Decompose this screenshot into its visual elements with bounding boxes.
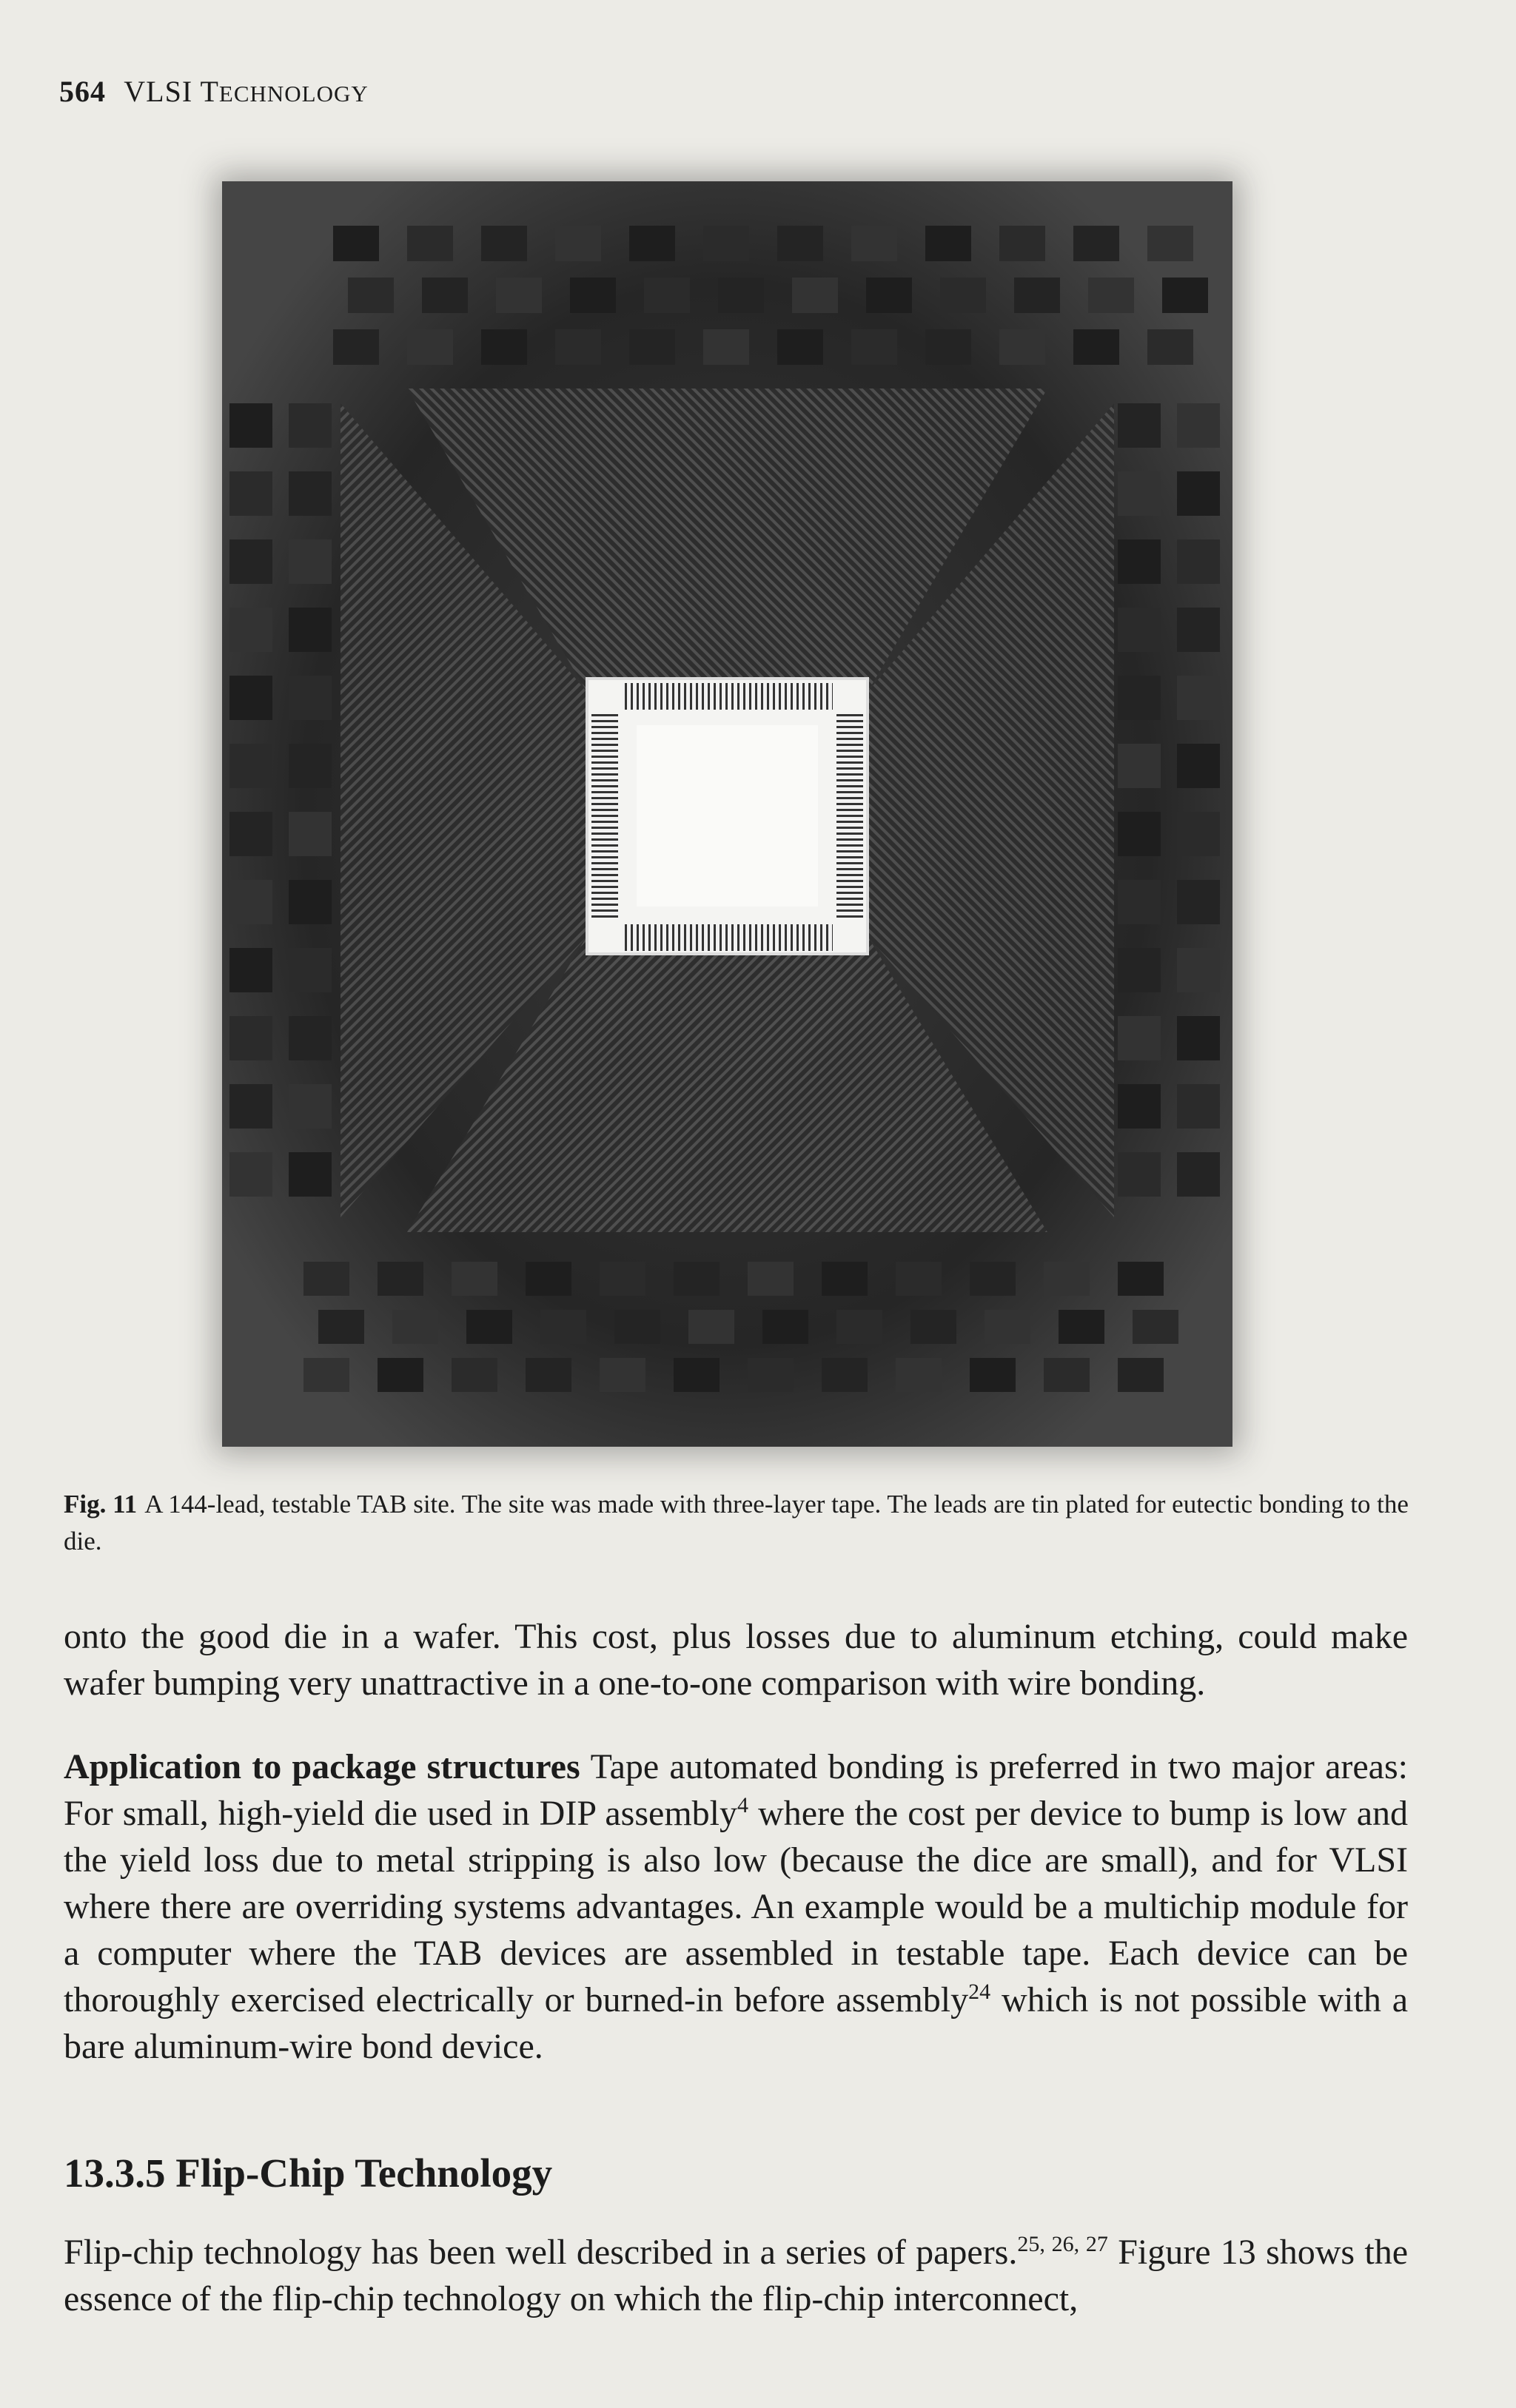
test-pad [748, 1358, 794, 1392]
test-pad [378, 1262, 423, 1296]
test-pad [1177, 403, 1220, 448]
test-pad [289, 880, 332, 924]
test-pad [614, 1310, 660, 1344]
test-pad [318, 1310, 364, 1344]
test-pad [289, 539, 332, 584]
test-pad [1177, 471, 1220, 516]
test-pad [526, 1262, 571, 1296]
test-pad [851, 226, 897, 261]
body-paragraph-2: Application to package structures Tape automated bonding is preferred in two major areas: For small, high-yield die used in DIP assembly$^4$ where the cost per device to bump is low and the yield loss due to metal stripping is also low (because the dice are small), and for VLSI where there are overriding systems advantages. An example would be a multichip module for a computer where the TAB devices are assembled in testable tape. Each device can be thoroughly exercised electrically or burned-in before assembly$^{24}$ which is not possible with a bare aluminum-wire bond device. [64, 1747, 1409, 2066]
test-pad [822, 1358, 868, 1392]
test-pad [748, 1262, 794, 1296]
test-pad [985, 1310, 1030, 1344]
test-pad [407, 226, 453, 261]
test-pad [540, 1310, 586, 1344]
test-pad [1177, 676, 1220, 720]
test-pad [1073, 329, 1119, 365]
test-pad [1118, 1152, 1161, 1197]
test-pad [1177, 539, 1220, 584]
test-pad [392, 1310, 438, 1344]
test-pad [229, 744, 272, 788]
test-pad [1177, 1016, 1220, 1060]
test-pad [229, 812, 272, 856]
figure-label: Fig. 11 [64, 1490, 138, 1519]
test-pad [896, 1262, 942, 1296]
reference-25-26-27: 25, 26, 27 [1017, 2232, 1108, 2256]
test-pad [289, 676, 332, 720]
test-pad [600, 1262, 645, 1296]
test-pad [289, 948, 332, 992]
test-pad [466, 1310, 512, 1344]
test-pad [229, 403, 272, 448]
test-pad [1118, 608, 1161, 652]
test-pad [333, 329, 379, 365]
test-pad [407, 329, 453, 365]
test-pad [1118, 1084, 1161, 1129]
test-pad [1088, 278, 1134, 313]
test-pad [289, 471, 332, 516]
test-pad [1073, 226, 1119, 261]
test-pad [348, 278, 394, 313]
test-pad [452, 1262, 497, 1296]
figure-caption [64, 1486, 1411, 1560]
test-pad [970, 1262, 1016, 1296]
running-head [59, 74, 369, 109]
test-pad [481, 329, 527, 365]
body-paragraph-1: onto the good die in a wafer. This cost, plus losses due to aluminum etching, could make wafer bumping very unattractive in a one-to-one comparison with wire bonding. [64, 1617, 1408, 1703]
test-pad [1177, 812, 1220, 856]
test-pad [1177, 880, 1220, 924]
test-pad [600, 1358, 645, 1392]
test-pad [555, 226, 601, 261]
test-pad [999, 226, 1045, 261]
test-pad [555, 329, 601, 365]
test-pad [896, 1358, 942, 1392]
test-pad [378, 1358, 423, 1392]
test-pad [674, 1262, 720, 1296]
test-pad [1118, 744, 1161, 788]
test-pad [1177, 1084, 1220, 1129]
test-pad [422, 278, 468, 313]
test-pad [229, 880, 272, 924]
test-pad [1118, 539, 1161, 584]
test-pad [970, 1358, 1016, 1392]
test-pad [688, 1310, 734, 1344]
test-pad [303, 1262, 349, 1296]
test-pad [703, 226, 749, 261]
test-pad [289, 744, 332, 788]
test-pad [1044, 1262, 1090, 1296]
test-pad [1147, 226, 1193, 261]
test-pad [1014, 278, 1060, 313]
test-pad [229, 471, 272, 516]
test-pad [792, 278, 838, 313]
test-pad [1118, 403, 1161, 448]
test-pad [1147, 329, 1193, 365]
test-pad [910, 1310, 956, 1344]
test-pad [1177, 608, 1220, 652]
test-pad [289, 1152, 332, 1197]
test-pad [1118, 676, 1161, 720]
test-pad [333, 226, 379, 261]
test-pad [674, 1358, 720, 1392]
test-pad [718, 278, 764, 313]
test-pad [289, 608, 332, 652]
test-pad [289, 812, 332, 856]
test-pad [777, 226, 823, 261]
test-pad [570, 278, 616, 313]
test-pad [703, 329, 749, 365]
test-pad [1177, 744, 1220, 788]
test-pad [526, 1358, 571, 1392]
test-pad [777, 329, 823, 365]
figure-caption-text: A 144-lead, testable TAB site. The site was made with three-layer tape. The leads are tin plated for eutectic bonding to the die. [64, 1490, 1409, 1556]
test-pad [1133, 1310, 1178, 1344]
test-pad [229, 1084, 272, 1129]
test-pad [1162, 278, 1208, 313]
test-pad [629, 329, 675, 365]
test-pad [229, 676, 272, 720]
test-pad [1059, 1310, 1104, 1344]
test-pad [866, 278, 912, 313]
reference-24: 24 [968, 1980, 991, 2004]
test-pad [229, 608, 272, 652]
test-pad [1118, 1016, 1161, 1060]
test-pad [762, 1310, 808, 1344]
test-pad [1118, 880, 1161, 924]
test-pad [1118, 812, 1161, 856]
test-pad [1118, 1262, 1164, 1296]
test-pad [822, 1262, 868, 1296]
test-pad [629, 226, 675, 261]
test-pad [1118, 948, 1161, 992]
test-pad [229, 539, 272, 584]
test-pad [229, 1152, 272, 1197]
test-pad [496, 278, 542, 313]
test-pad [289, 1016, 332, 1060]
tab-site-photograph [222, 181, 1232, 1447]
test-pad [1177, 948, 1220, 992]
run-in-heading: Application to package structures [64, 1747, 580, 1786]
test-pad [940, 278, 986, 313]
test-pad [452, 1358, 497, 1392]
test-pad [851, 329, 897, 365]
page-number: 564 [59, 75, 106, 108]
body-paragraph-3: Flip-chip technology has been well described in a series of papers.$^{25, 26, 27}$ Figure 13 shows the essence of the flip-chip technology on which the flip-chip interconnect, [64, 2232, 1409, 2318]
test-pad [481, 226, 527, 261]
section-heading: 13.3.5 Flip-Chip Technology [64, 2150, 553, 2196]
test-pad [229, 1016, 272, 1060]
test-pad [999, 329, 1045, 365]
test-pad [303, 1358, 349, 1392]
test-pad [289, 1084, 332, 1129]
running-title: VLSI TECHNOLOGY [124, 75, 369, 108]
test-pad [1177, 1152, 1220, 1197]
test-pad [289, 403, 332, 448]
reference-4: 4 [737, 1793, 749, 1817]
test-pad [925, 329, 971, 365]
test-pad [644, 278, 690, 313]
test-pad [925, 226, 971, 261]
test-pad [1118, 471, 1161, 516]
test-pad [1118, 1358, 1164, 1392]
test-pad [836, 1310, 882, 1344]
test-pad [1044, 1358, 1090, 1392]
test-pad [229, 948, 272, 992]
